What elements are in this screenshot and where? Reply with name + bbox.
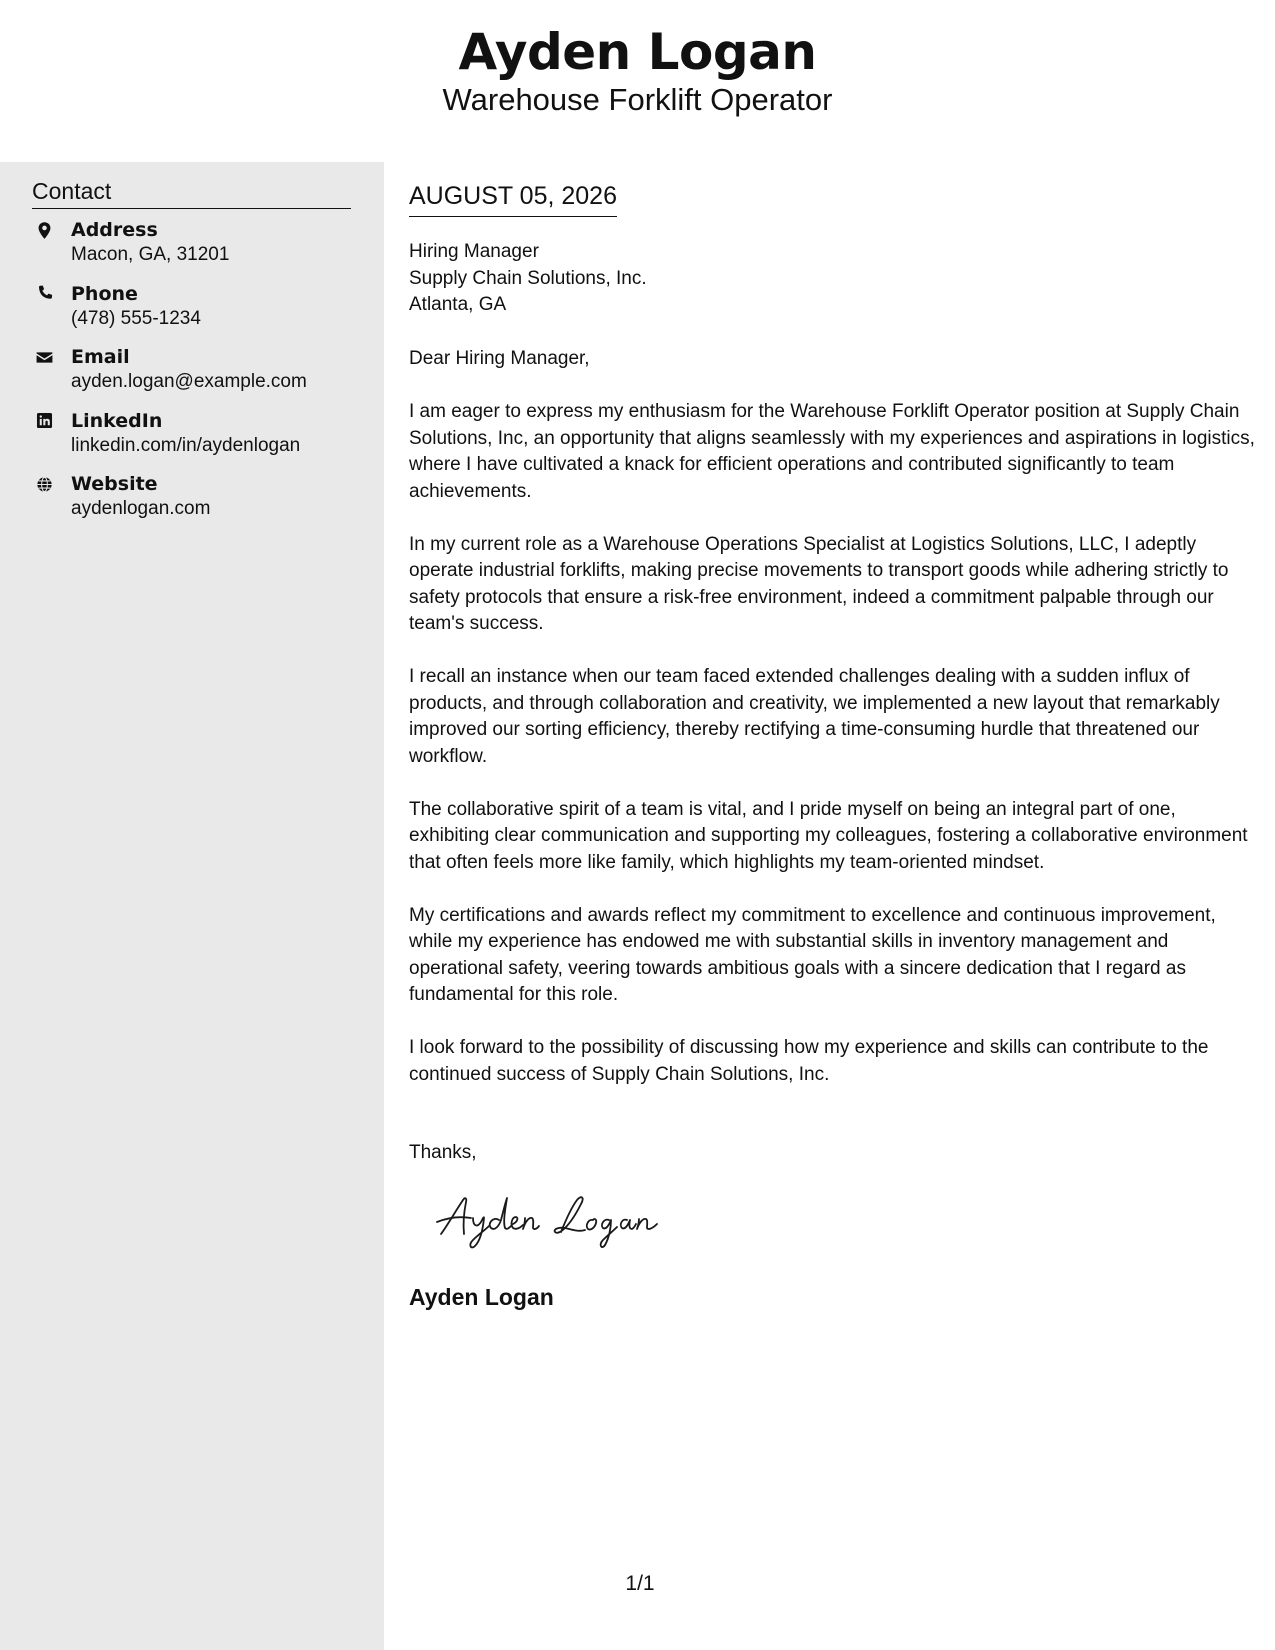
letter-greeting: Dear Hiring Manager, — [409, 348, 590, 369]
letter-paragraph: I recall an instance when our team faced extended challenges dealing with a sudden influx of products, and through collaboration and creativity, we implemented a new layout that remarkably improved our sorting efficiency, thereby rectifying a time-consuming hurdle that threatened our workflow. — [409, 666, 1220, 767]
contact-label: Website — [71, 473, 158, 495]
letter-paragraph: I look forward to the possibility of discussing how my experience and skills can contribute to the continued success of Supply Chain Solutions, Inc. — [409, 1037, 1209, 1085]
contact-value: (478) 555-1234 — [71, 307, 201, 329]
envelope-icon — [34, 347, 54, 367]
job-title: Warehouse Forklift Operator — [442, 82, 833, 117]
contact-value: ayden.logan@example.com — [71, 371, 307, 392]
contact-item-website — [32, 472, 362, 536]
contact-value: linkedin.com/in/aydenlogan — [71, 434, 301, 456]
contact-sidebar — [0, 162, 384, 1650]
contact-item-phone — [32, 282, 362, 346]
letter-header — [0, 0, 1275, 162]
linkedin-icon — [34, 411, 54, 431]
contact-heading: Contact — [32, 176, 351, 209]
contact-label: Address — [71, 219, 158, 241]
recipient-line: Atlanta, GA — [409, 294, 507, 315]
letter-paragraph: My certifications and awards reflect my commitment to excellence and continuous improvement, while my experience has endowed me with substantial skills in inventory management and operational safety, veering towards ambitious goals with a sincere dedication that I regard as fundamental for this role. — [409, 904, 1216, 1005]
phone-icon — [34, 284, 54, 304]
contact-item-email — [32, 345, 362, 409]
contact-item-linkedin — [32, 409, 362, 473]
recipient-line: Supply Chain Solutions, Inc. — [409, 267, 647, 289]
letter-body — [409, 346, 1255, 1115]
map-pin-icon — [34, 220, 54, 240]
contact-label: Email — [71, 346, 130, 368]
letter-paragraph: The collaborative spirit of a team is vital, and I pride myself on being an integral part of one, exhibiting clear communication and supporting my colleagues, fostering a collaborative environment that often feels more like family, which highlights my team-oriented mindset. — [409, 798, 1248, 873]
recipient-block — [409, 239, 647, 319]
contact-item-address — [32, 218, 362, 282]
recipient-line: Hiring Manager — [409, 241, 539, 262]
signer-name: Ayden Logan — [409, 1284, 554, 1310]
contact-value: aydenlogan.com — [71, 498, 211, 519]
contact-label: Phone — [71, 282, 138, 305]
contact-label: LinkedIn — [71, 409, 163, 432]
letter-date: AUGUST 05, 2026 — [409, 180, 617, 217]
applicant-name: Ayden Logan — [458, 23, 817, 81]
letter-paragraph: I am eager to express my enthusiasm for the Warehouse Forklift Operator position at Supply Chain Solutions, Inc, an opportunity that aligns seamlessly with my experiences and aspirations in logistics, where I have cultivated a knack for efficient operations and contributed significantly to team achievements. — [409, 401, 1255, 502]
page-number: 1/1 — [625, 1572, 655, 1595]
contact-value: Macon, GA, 31201 — [71, 244, 230, 265]
letter-closing: Thanks, — [409, 1142, 477, 1163]
globe-icon — [34, 474, 54, 494]
contact-list — [32, 218, 362, 536]
letter-paragraph: In my current role as a Warehouse Operations Specialist at Logistics Solutions, LLC, I adeptly operate industrial forklifts, making precise movements to transport goods while adhering strictly to safety protocols that ensure a risk-free environment, indeed a commitment palpable through our team's success. — [409, 533, 1229, 634]
handwritten-signature — [433, 1182, 663, 1252]
